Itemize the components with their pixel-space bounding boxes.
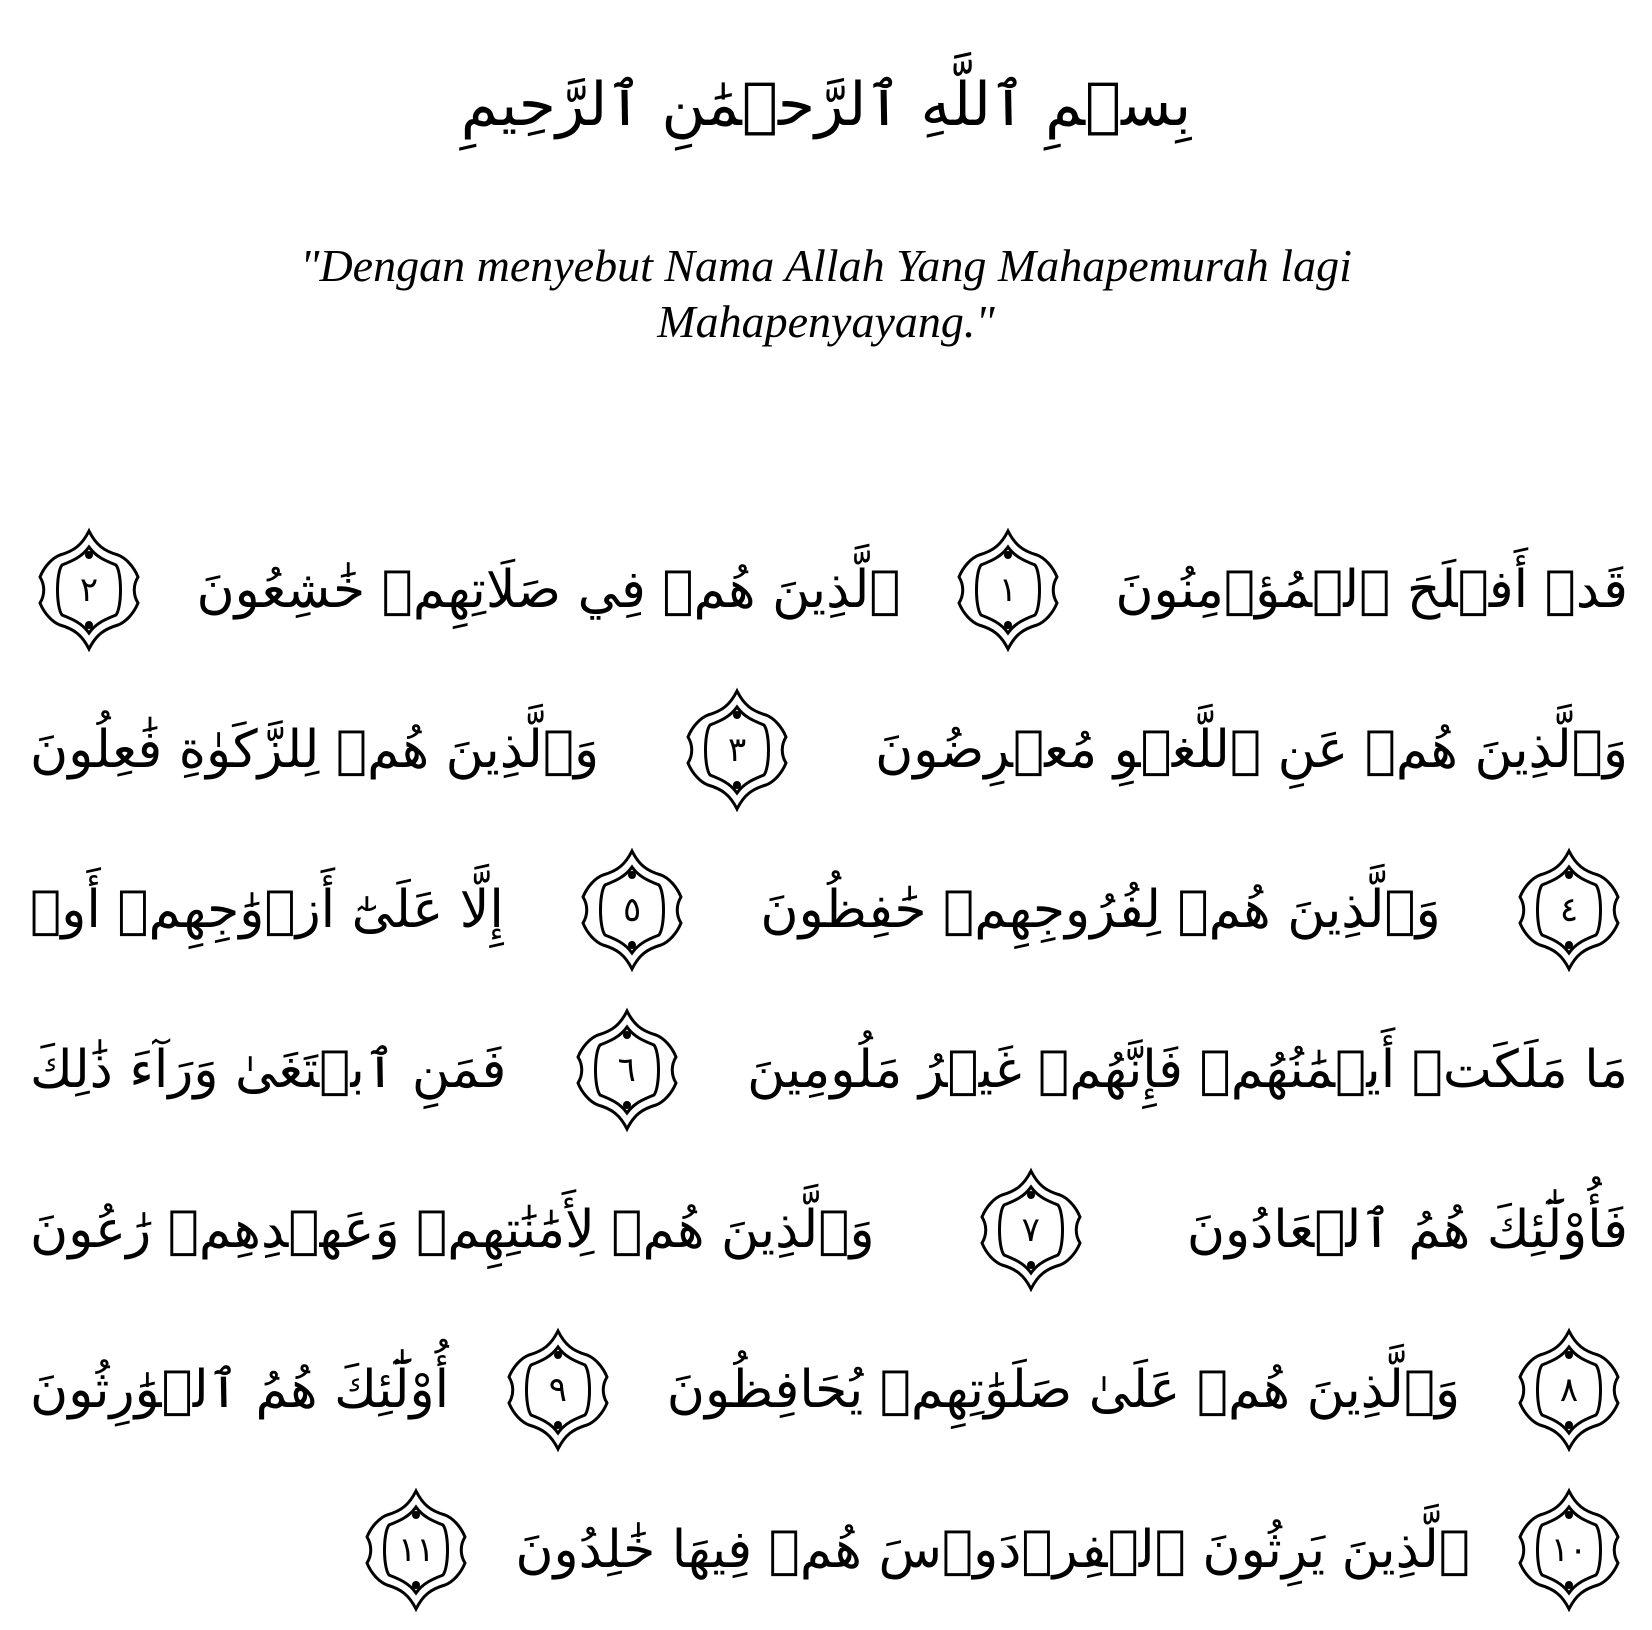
- ayah-number-marker: [949, 525, 1067, 655]
- verse-line-5: [30, 1150, 1628, 1310]
- ayah-number: ٥: [622, 890, 642, 930]
- verse-text: أُوْلَٰٓئِكَ هُمُ ٱلۡوَٰرِثُونَ: [30, 1360, 450, 1420]
- translation-line-1: "Dengan menyebut Nama Allah Yang Mahapemurah lagi: [300, 240, 1352, 291]
- verse-line-6: [30, 1310, 1628, 1470]
- verse-text: وَٱلَّذِينَ هُمۡ لِفُرُوجِهِمۡ حَٰفِظُونَ: [760, 880, 1441, 940]
- ayah-number-marker: [30, 525, 148, 655]
- ayah-number-marker: [972, 1165, 1090, 1295]
- ayah-number: ١٠: [1550, 1530, 1588, 1570]
- ayah-number-marker: [1510, 1325, 1628, 1455]
- ayah-number: ٣: [727, 730, 747, 770]
- verse-text: إِلَّا عَلَىٰٓ أَزۡوَٰجِهِمۡ أَوۡ: [30, 880, 504, 940]
- ayah-number: ٧: [1021, 1210, 1040, 1250]
- verse-text: وَٱلَّذِينَ هُمۡ لِأَمَٰنَٰتِهِمۡ وَعَهۡدِهِمۡ رَٰعُونَ: [30, 1200, 875, 1260]
- verse-line-2: [30, 670, 1628, 830]
- verses-block: [30, 510, 1628, 1630]
- ayah-number: ٢: [79, 570, 99, 610]
- translation-text: [0, 238, 1652, 350]
- verse-text: فَمَنِ ٱبۡتَغَىٰ وَرَآءَ ذَٰلِكَ: [30, 1040, 507, 1100]
- verse-text: فَأُوْلَٰٓئِكَ هُمُ ٱلۡعَادُونَ: [1186, 1200, 1628, 1260]
- translation-line-2: Mahapenyayang.": [657, 296, 995, 347]
- ayah-number: ٨: [1559, 1370, 1579, 1410]
- basmala-heading: بِسۡمِ ٱللَّهِ ٱلرَّحۡمَٰنِ ٱلرَّحِيمِ: [460, 70, 1192, 140]
- verse-text: ٱلَّذِينَ يَرِثُونَ ٱلۡفِرۡدَوۡسَ هُمۡ فِيهَا خَٰلِدُونَ: [515, 1520, 1470, 1580]
- ayah-number: ١١: [398, 1530, 435, 1570]
- ayah-number: ٩: [548, 1370, 568, 1410]
- verse-line-7: [30, 1470, 1628, 1630]
- verse-line-1: [30, 510, 1628, 670]
- ayah-number-marker: [678, 685, 796, 815]
- verse-text: وَٱلَّذِينَ هُمۡ لِلزَّكَوٰةِ فَٰعِلُونَ: [30, 720, 600, 780]
- verse-text: قَدۡ أَفۡلَحَ ٱلۡمُؤۡمِنُونَ: [1115, 560, 1628, 620]
- ayah-number-marker: [568, 1005, 686, 1135]
- verse-text: مَا مَلَكَتۡ أَيۡمَٰنُهُمۡ فَإِنَّهُمۡ غَيۡرُ مَلُومِينَ: [747, 1040, 1628, 1100]
- ayah-number: ٦: [617, 1050, 636, 1090]
- ayah-number-marker: [357, 1485, 475, 1615]
- ayah-number-marker: [499, 1325, 617, 1455]
- ayah-number-marker: [573, 845, 691, 975]
- ayah-number-marker: [1510, 1485, 1628, 1615]
- verse-text: ٱلَّذِينَ هُمۡ فِي صَلَاتِهِمۡ خَٰشِعُونَ: [196, 560, 901, 620]
- verse-text: وَٱلَّذِينَ هُمۡ عَلَىٰ صَلَوَٰتِهِمۡ يُحَافِظُونَ: [666, 1360, 1461, 1420]
- ayah-number: ٤: [1559, 890, 1579, 930]
- verse-line-3: [30, 830, 1628, 990]
- ayah-number-marker: [1510, 845, 1628, 975]
- ayah-number: ١: [998, 570, 1018, 610]
- verse-line-4: [30, 990, 1628, 1150]
- verse-text: وَٱلَّذِينَ هُمۡ عَنِ ٱللَّغۡوِ مُعۡرِضُونَ: [875, 720, 1628, 780]
